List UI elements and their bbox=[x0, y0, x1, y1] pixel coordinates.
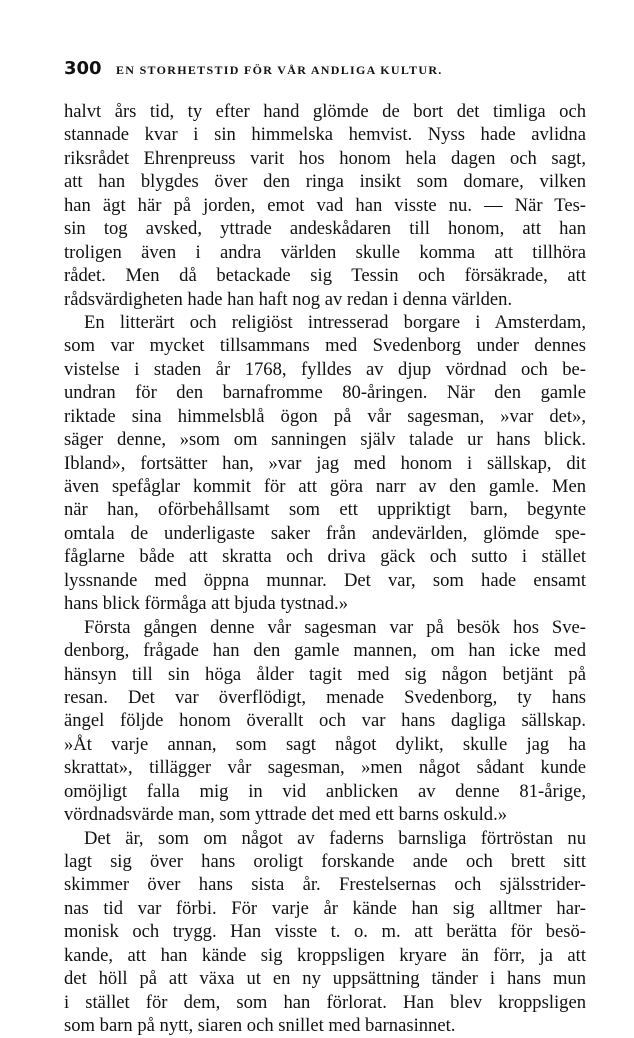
text-line: riktade sina himmelsblå ögon på vår sagesman, »var det», bbox=[64, 405, 586, 427]
text-line: vistelse i staden år 1768, fylldes av djup vördnad och be- bbox=[64, 358, 586, 380]
page-header bbox=[64, 58, 586, 88]
text-line: i stället för dem, som han förlorat. Han blev kroppsligen bbox=[64, 991, 586, 1013]
text-line: rådsvärdigheten hade han haft nog av redan i denna världen. bbox=[64, 288, 513, 310]
text-line: även spefåglar kommit för att göra narr av den gamle. Men bbox=[64, 476, 586, 497]
text-line: »Åt varje annan, som sagt något dylikt, skulle jag ha bbox=[64, 733, 586, 755]
text-line: skrattat», tillägger vår sagesman, »men något sådant kunde bbox=[64, 757, 586, 779]
text-line: fåglarne både att skratta och driva gäck och sutto i stället bbox=[64, 546, 586, 568]
text-line: ängel följde honom överallt och var hans dagliga sällskap. bbox=[64, 710, 586, 732]
paragraph-start-line: Det är, som om något av faderns barnsliga förtröstan nu bbox=[84, 827, 586, 849]
text-line: säger denne, »som om sanningen själv talade ur hans blick. bbox=[64, 429, 586, 451]
body-text bbox=[64, 100, 586, 1038]
text-line: skimmer över hans sista år. Frestelsernas och själsstrider- bbox=[64, 874, 586, 896]
text-line: resan. Det var överflödigt, menade Svedenborg, ty hans bbox=[64, 686, 586, 708]
text-line: troligen även i andra världen skulle komma att tillhöra bbox=[64, 241, 586, 263]
text-line: lagt sig över hans oroligt forskande ande och brett sitt bbox=[64, 851, 586, 872]
text-line: omtala de underligaste saker från andevärlden, glömde spe- bbox=[64, 522, 586, 544]
text-line: stannade kvar i sin himmelska hemvist. Nyss hade avlidna bbox=[64, 124, 586, 146]
page-number: 300 bbox=[64, 58, 102, 79]
text-line: halvt års tid, ty efter hand glömde de bort det timliga och bbox=[64, 101, 586, 122]
text-line: hans blick förmåga att bjuda tystnad.» bbox=[64, 593, 348, 615]
text-line: undran för den barnafromme 80-åringen. När den gamle bbox=[64, 382, 586, 404]
text-line: omöjligt falla mig in vid anblicken av denne 81-årige, bbox=[64, 780, 586, 802]
text-line: riksrådet Ehrenpreuss varit hos honom hela dagen och sagt, bbox=[64, 147, 586, 169]
text-line: vördnadsvärde man, som yttrade det med ett barns oskuld.» bbox=[64, 804, 508, 826]
text-line: han ägt här på jorden, emot vad han visste nu. — När Tes- bbox=[64, 194, 586, 216]
text-line: denborg, frågade han den gamle mannen, om han icke med bbox=[64, 640, 586, 662]
text-line: sin tog avsked, yttrade andeskådaren till honom, att han bbox=[64, 218, 586, 240]
text-line: rådet. Men då betackade sig Tessin och försäkrade, att bbox=[64, 265, 586, 287]
text-line: monisk och trygg. Han visste t. o. m. att berätta för besö- bbox=[64, 921, 586, 943]
running-title: EN STORHETSTID FÖR VÅR ANDLIGA KULTUR. bbox=[116, 63, 443, 77]
text-line: när han, oförbehållsamt som ett uppriktigt barn, begynte bbox=[64, 499, 586, 521]
text-line: hänsyn till sin höga ålder tagit med sig någon betjänt på bbox=[64, 663, 586, 685]
paragraph-start-line: En litterärt och religiöst intresserad borgare i Amsterdam, bbox=[84, 311, 586, 333]
book-page bbox=[64, 58, 586, 1038]
paragraph-start-line: Första gången denne vår sagesman var på besök hos Sve- bbox=[84, 616, 586, 638]
text-line: att han blygdes över den ringa insikt som domare, vilken bbox=[64, 171, 586, 193]
text-line: Ibland», fortsätter han, »var jag med honom i sällskap, dit bbox=[64, 452, 586, 474]
text-line: det höll på att växa ut en ny uppsättning tänder i hans mun bbox=[64, 968, 586, 990]
text-line: nas tid var förbi. För varje år kände han sig alltmer har- bbox=[64, 897, 586, 919]
text-line: som var mycket tillsammans med Svedenborg under dennes bbox=[64, 335, 586, 357]
text-line: som barn på nytt, siaren och snillet med barnasinnet. bbox=[64, 1015, 456, 1037]
text-line: lyssnande med öppna munnar. Det var, som hade ensamt bbox=[64, 569, 586, 591]
text-line: kande, att han kände sig kroppsligen kryare än förr, ja att bbox=[64, 944, 586, 966]
